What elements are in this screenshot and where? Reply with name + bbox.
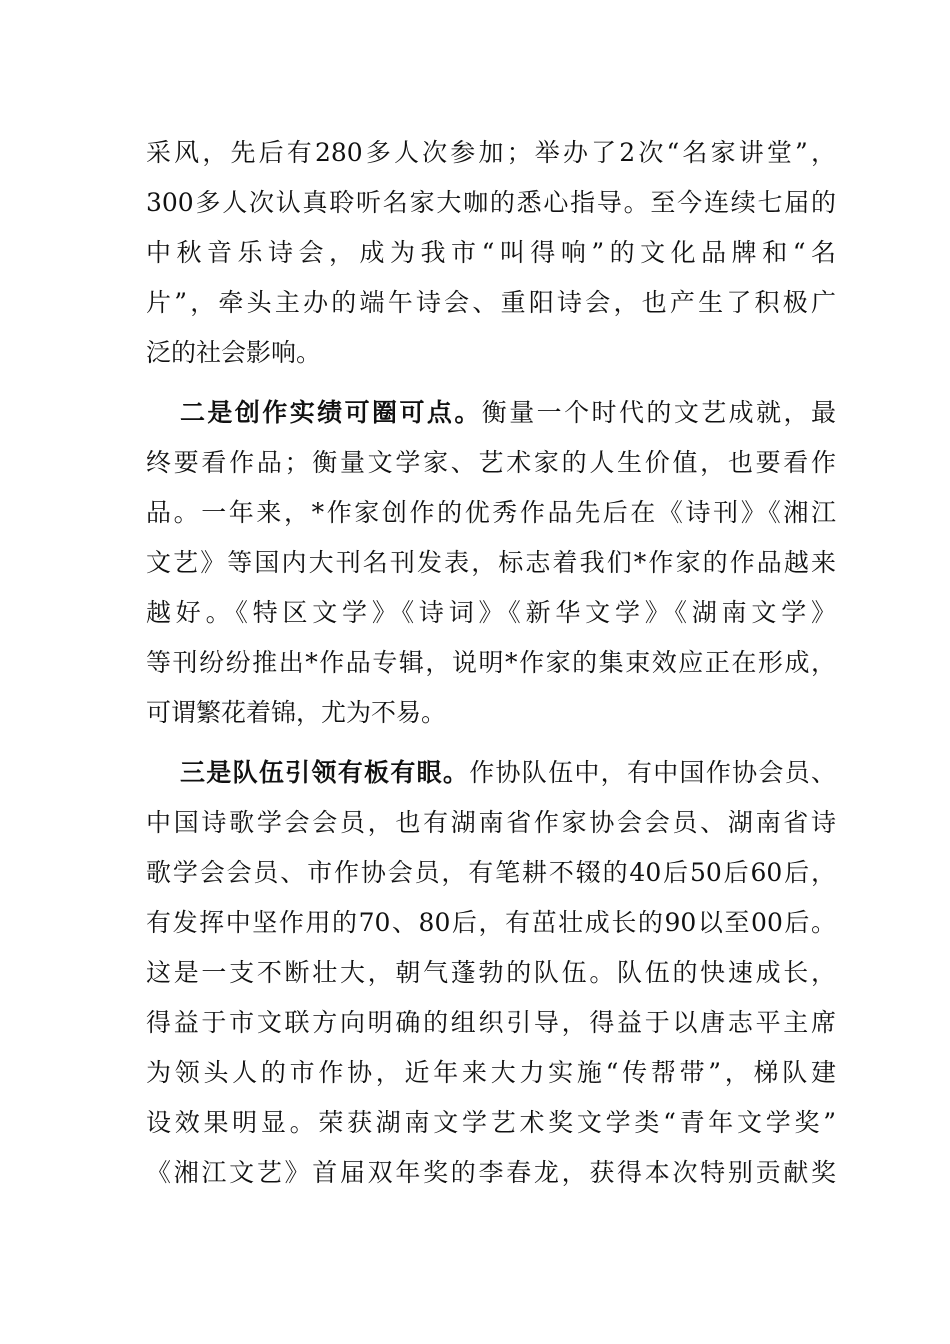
paragraph-1-line-5: 泛的社会影响。	[146, 338, 322, 367]
paragraph-1-line-4: 片”，牵头主办的端午诗会、重阳诗会，也产生了积极广	[146, 288, 836, 317]
paragraph-2-line-4: 文艺》等国内大刊名刊发表，标志着我们*作家的作品越来	[146, 548, 836, 577]
paragraph-3-line-2: 中国诗歌学会会员，也有湖南省作家协会会员、湖南省诗	[146, 808, 836, 837]
paragraph-3-line-1	[180, 756, 836, 790]
paragraph-3-heading: 三是队伍引领有板有眼。	[180, 758, 470, 787]
paragraph-1-line-2: 300多人次认真聆听名家大咖的悉心指导。至今连续七届的	[146, 188, 836, 217]
paragraph-1-line-1: 采风，先后有280多人次参加；举办了2次“名家讲堂”，	[146, 138, 836, 167]
paragraph-1-line-3: 中秋音乐诗会，成为我市“叫得响”的文化品牌和“名	[146, 238, 836, 267]
paragraph-3-line-3: 歌学会会员、市作协会员，有笔耕不辍的40后50后60后，	[146, 858, 836, 887]
paragraph-3-line-4: 有发挥中坚作用的70、80后，有茁壮成长的90以至00后。	[146, 908, 836, 937]
paragraph-2-line-2: 终要看作品；衡量文学家、艺术家的人生价值，也要看作	[146, 448, 836, 477]
paragraph-3-line-7: 为领头人的市作协，近年来大力实施“传帮带”，梯队建	[146, 1058, 836, 1087]
paragraph-2-line-1	[180, 396, 836, 430]
paragraph-3-line-5: 这是一支不断壮大，朝气蓬勃的队伍。队伍的快速成长，	[146, 958, 836, 987]
paragraph-2-line-1-text: 衡量一个时代的文艺成就，最	[481, 398, 836, 427]
paragraph-3-line-8: 设效果明显。荣获湖南文学艺术奖文学类“青年文学奖”	[146, 1108, 836, 1137]
paragraph-3-line-9: 《湘江文艺》首届双年奖的李春龙，获得本次特别贡献奖	[146, 1158, 836, 1187]
paragraph-2-line-6: 等刊纷纷推出*作品专辑，说明*作家的集束效应正在形成，	[146, 648, 836, 677]
paragraph-2-line-5: 越好。《特区文学》《诗词》《新华文学》《湖南文学》	[146, 598, 836, 627]
paragraph-2-line-3: 品。一年来，*作家创作的优秀作品先后在《诗刊》《湘江	[146, 498, 836, 527]
paragraph-3-line-1-text: 作协队伍中，有中国作协会员、	[469, 758, 836, 787]
paragraph-3-line-6: 得益于市文联方向明确的组织引导，得益于以唐志平主席	[146, 1008, 836, 1037]
paragraph-2-heading: 二是创作实绩可圈可点。	[180, 398, 482, 427]
paragraph-2-line-7: 可谓繁花着锦，尤为不易。	[146, 698, 447, 727]
